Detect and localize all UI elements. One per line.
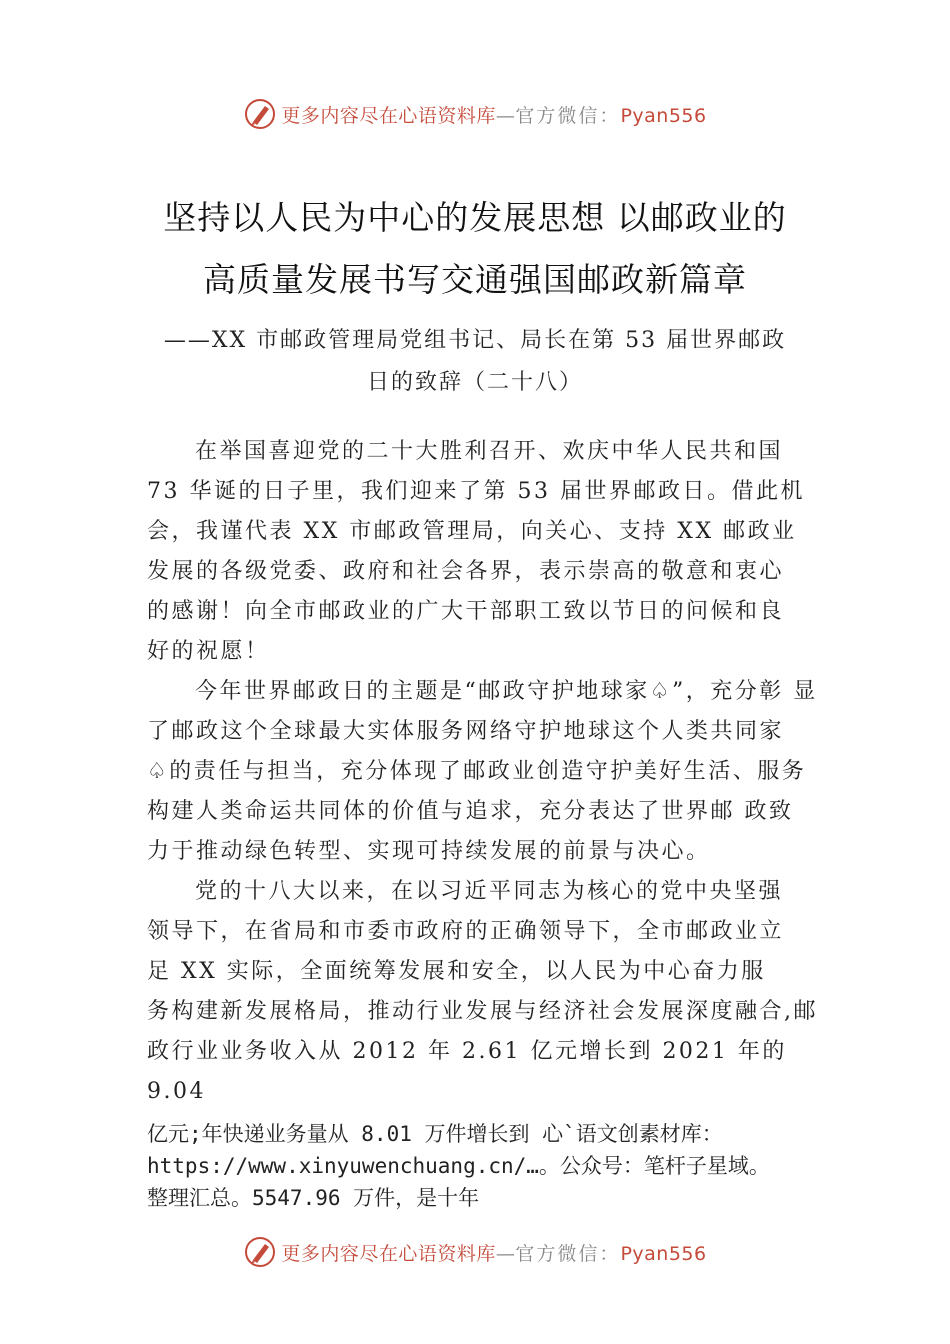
body-line: 构建人类命运共同体的价值与追求，充分表达了世界邮 政致	[147, 799, 794, 824]
body-line: 在举国喜迎党的二十大胜利召开、欢庆中华人民共和国	[195, 439, 784, 464]
body-line: 的感谢！向全市邮政业的广大干部职工致以节日的问候和良	[147, 599, 785, 624]
pen-logo-icon	[243, 97, 277, 131]
trailing-line: 亿元;年快递业务量从 8.01 万件增长到 心`语文创素材库：	[147, 1122, 723, 1146]
body-line: 政行业业务收入从 2012 年 2.61 亿元增长到 2021 年的	[147, 1039, 787, 1064]
document-subtitle-line-2: 日的致辞（二十八）	[366, 370, 583, 395]
watermark-text: 更多内容尽在心语资料库—官方微信：Pyan556	[281, 1242, 707, 1265]
body-line: 务构建新发展格局，推动行业发展与经济社会发展深度融合,邮	[147, 999, 818, 1024]
body-line: ♤的责任与担当，充分体现了邮政业创造守护美好生活、服务	[147, 759, 807, 784]
body-line: 领导下，在省局和市委市政府的正确领导下，全市邮政业立	[147, 919, 785, 944]
body-line: 了邮政这个全球最大实体服务网络守护地球这个人类共同家	[147, 719, 785, 744]
trailing-line: https://www.xinyuwenchuang.cn/…。公众号：笔杆子星域。	[147, 1154, 770, 1178]
body-line: 9.04	[147, 1079, 206, 1104]
pen-logo-icon	[243, 1235, 277, 1269]
body-line: 足 XX 实际，全面统筹发展和安全，以人民为中心奋力服	[147, 959, 766, 984]
body-line: 党的十八大以来，在以习近平同志为核心的党中央坚强	[195, 879, 784, 904]
header-watermark	[0, 94, 950, 134]
trailing-text	[147, 1118, 847, 1214]
body-line: 好的祝愿！	[147, 639, 270, 664]
document-title-line-2: 高质量发展书写交通强国邮政新篇章	[203, 260, 747, 299]
document-subtitle-line-1: ——XX 市邮政管理局党组书记、局长在第 53 届世界邮政	[163, 328, 787, 353]
body-line: 会，我谨代表 XX 市邮政管理局，向关心、支持 XX 邮政业	[147, 519, 797, 544]
footer-watermark	[0, 1232, 950, 1272]
document-title-line-1: 坚持以人民为中心的发展思想 以邮政业的	[163, 198, 787, 237]
trailing-line: 整理汇总。5547.96 万件，是十年	[147, 1186, 480, 1210]
body-text	[147, 432, 827, 1112]
body-line: 力于推动绿色转型、实现可持续发展的前景与决心。	[147, 839, 711, 864]
body-line: 今年世界邮政日的主题是“邮政守护地球家♤”，充分彰 显	[195, 679, 818, 704]
watermark-text: 更多内容尽在心语资料库—官方微信：Pyan556	[281, 104, 707, 127]
body-line: 发展的各级党委、政府和社会各界，表示崇高的敬意和衷心	[147, 559, 785, 584]
body-line: 73 华诞的日子里，我们迎来了第 53 届世界邮政日。借此机	[147, 479, 805, 504]
